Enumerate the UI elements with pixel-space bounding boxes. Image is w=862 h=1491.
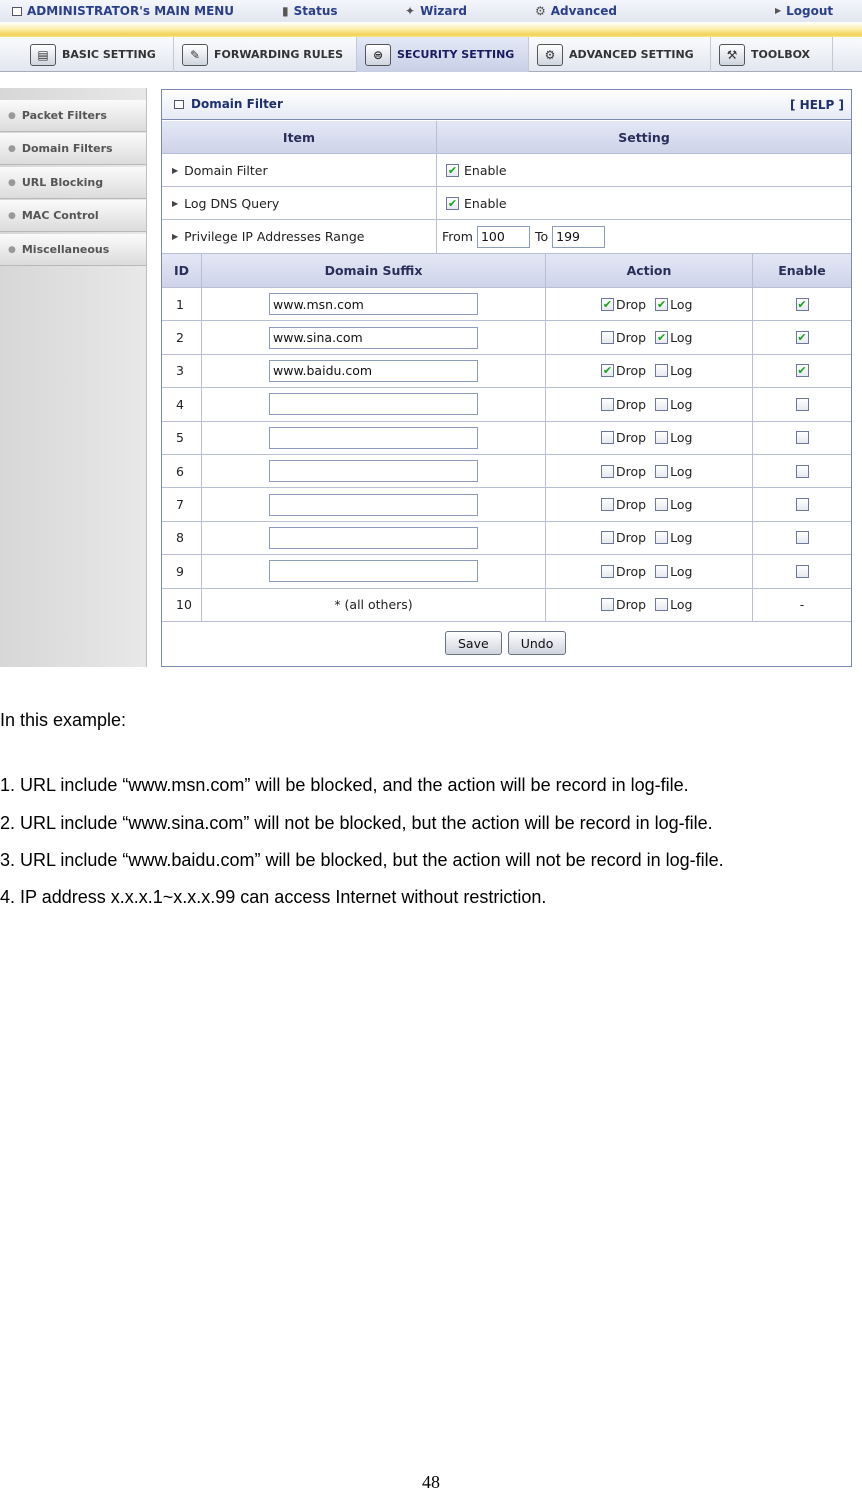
pen-icon: ✎ — [182, 44, 208, 66]
drop-label: Drop — [616, 330, 647, 346]
log-checkbox[interactable] — [655, 398, 668, 411]
table-row — [162, 388, 851, 421]
drop-label: Drop — [616, 396, 647, 412]
panel-header — [162, 90, 851, 120]
log-label: Log — [670, 296, 693, 312]
sidebar-item-label: MAC Control — [21, 209, 99, 222]
privilege-ip-item — [162, 220, 437, 253]
privilege-ip-setting — [437, 220, 851, 253]
log-label: Log — [670, 497, 693, 513]
log-label: Log — [670, 330, 693, 346]
log-label: Log — [670, 530, 693, 546]
from-label: From — [442, 229, 473, 244]
tab-advanced-setting[interactable] — [529, 37, 711, 72]
action-cell — [546, 355, 753, 387]
example-line-3: 3. URL include “www.baidu.com” will be blocked, but the action will not be record in log-file. — [0, 850, 724, 870]
tab-label: SECURITY SETTING — [397, 48, 515, 61]
action-cell — [546, 555, 753, 587]
rule-id: 1 — [176, 296, 184, 312]
enable-na: - — [799, 597, 805, 613]
action-column-header: Action — [546, 254, 753, 287]
table-row — [162, 422, 851, 455]
window-icon — [12, 7, 22, 16]
status-icon: ▮ — [282, 4, 289, 18]
enable-checkbox[interactable]: ✔ — [797, 297, 807, 311]
drop-label: Drop — [616, 497, 647, 513]
domain-filter-row — [162, 154, 851, 187]
enable-label: Enable — [464, 195, 507, 211]
enable-cell — [753, 522, 851, 554]
domain-filter-setting — [437, 154, 851, 186]
bullet-icon: ● — [8, 244, 16, 255]
enable-cell — [753, 488, 851, 520]
help-link[interactable]: [ HELP ] — [789, 98, 844, 112]
enable-cell — [753, 288, 851, 320]
top-menu-bar — [0, 0, 862, 24]
table-row — [162, 488, 851, 521]
domain-suffix-input[interactable] — [269, 427, 478, 449]
domain-suffix-input[interactable] — [269, 527, 478, 549]
rule-id: 5 — [176, 430, 184, 446]
log-checkbox[interactable] — [655, 498, 668, 511]
rules-header-row — [162, 254, 851, 288]
tab-label: BASIC SETTING — [62, 48, 156, 61]
sidebar-item-domain-filters[interactable] — [0, 133, 146, 165]
drop-label: Drop — [616, 463, 647, 479]
enable-checkbox[interactable] — [796, 531, 809, 544]
toolbox-icon: ⚒ — [719, 44, 745, 66]
category-tab-bar — [0, 37, 862, 72]
bullet-icon: ● — [8, 110, 16, 121]
domain-filter-panel — [161, 89, 852, 667]
tab-basic-setting[interactable] — [22, 37, 174, 72]
enable-checkbox[interactable]: ✔ — [797, 364, 807, 378]
triangle-right-icon: ▶ — [172, 198, 179, 208]
enable-checkbox[interactable] — [796, 431, 809, 444]
header-stripe — [0, 22, 862, 38]
enable-checkbox[interactable] — [796, 498, 809, 511]
log-dns-query-row — [162, 187, 851, 220]
log-checkbox[interactable] — [655, 364, 668, 377]
sidebar-item-packet-filters[interactable] — [0, 100, 146, 132]
sidebar-item-label: Packet Filters — [21, 109, 107, 122]
table-row — [162, 555, 851, 588]
rule-id: 6 — [176, 463, 184, 479]
domain-suffix-input[interactable] — [269, 393, 478, 415]
action-cell — [546, 455, 753, 487]
rule-id-cell — [162, 455, 202, 487]
action-cell — [546, 488, 753, 520]
domain-suffix-cell — [202, 288, 546, 320]
drop-checkbox[interactable] — [601, 565, 614, 578]
drop-checkbox[interactable] — [601, 431, 614, 444]
enable-cell — [753, 422, 851, 454]
domain-suffix-input[interactable] — [269, 360, 478, 382]
rule-id: 10 — [176, 597, 192, 613]
rule-id: 3 — [176, 363, 184, 379]
domain-suffix-input[interactable] — [269, 327, 478, 349]
example-line-1: 1. URL include “www.msn.com” will be blocked, and the action will be record in log-file. — [0, 775, 689, 795]
domain-suffix-cell — [202, 422, 546, 454]
rule-id-cell — [162, 555, 202, 587]
sidebar-item-miscellaneous[interactable] — [0, 234, 146, 266]
domain-suffix-input[interactable] — [269, 460, 478, 482]
gears-icon: ⚙ — [537, 44, 563, 66]
rule-id: 4 — [176, 396, 184, 412]
panel-title — [174, 97, 283, 111]
domain-filter-enable-checkbox[interactable]: ✔ — [447, 163, 458, 177]
all-others-label: * (all others) — [334, 597, 413, 613]
advanced-icon: ⚙ — [535, 4, 546, 18]
main-menu-link[interactable] — [12, 4, 234, 18]
table-row — [162, 455, 851, 488]
rule-id-cell — [162, 589, 202, 621]
enable-checkbox[interactable]: ✔ — [797, 331, 807, 345]
tab-forwarding-rules[interactable] — [174, 37, 357, 72]
domain-suffix-cell — [202, 488, 546, 520]
triangle-right-icon: ▶ — [172, 232, 179, 241]
domain-suffix-cell — [202, 355, 546, 387]
tab-security-setting[interactable] — [357, 37, 529, 72]
domain-suffix-input[interactable] — [269, 494, 478, 516]
drop-label: Drop — [616, 530, 647, 546]
table-row — [162, 321, 851, 354]
drop-label: Drop — [616, 563, 647, 579]
domain-suffix-column-header: Domain Suffix — [202, 254, 546, 287]
log-checkbox[interactable] — [655, 598, 668, 611]
triangle-right-icon: ▶ — [172, 165, 179, 175]
domain-suffix-cell — [202, 555, 546, 587]
enable-cell — [753, 455, 851, 487]
bullet-icon: ● — [8, 143, 16, 154]
log-dns-query-item — [162, 187, 437, 219]
domain-suffix-cell — [202, 522, 546, 554]
rule-id-cell — [162, 488, 202, 520]
table-row — [162, 355, 851, 388]
sidebar-item-label: Domain Filters — [21, 142, 113, 155]
logout-link[interactable] — [775, 4, 833, 18]
log-label: Log — [670, 363, 693, 379]
rule-id-cell — [162, 321, 202, 353]
action-cell — [546, 321, 753, 353]
form-buttons — [445, 631, 566, 655]
tab-label: FORWARDING RULES — [214, 48, 344, 61]
bullet-icon: ● — [8, 177, 16, 188]
enable-cell — [753, 355, 851, 387]
log-checkbox[interactable]: ✔ — [656, 297, 667, 311]
enable-cell — [753, 589, 851, 621]
domain-filter-label: Domain Filter — [184, 162, 268, 178]
rule-id-cell — [162, 422, 202, 454]
drop-checkbox[interactable] — [601, 498, 614, 511]
tab-label: TOOLBOX — [751, 48, 811, 61]
log-dns-query-setting — [437, 187, 851, 219]
id-column-header: ID — [162, 254, 202, 287]
status-link[interactable] — [282, 4, 338, 18]
action-cell — [546, 288, 753, 320]
table-row — [162, 288, 851, 321]
wizard-link[interactable] — [405, 4, 467, 18]
panel-title-text: Domain Filter — [191, 97, 283, 111]
log-dns-query-label: Log DNS Query — [184, 195, 280, 211]
rule-id-cell — [162, 288, 202, 320]
domain-filter-item — [162, 154, 437, 186]
enable-cell — [753, 555, 851, 587]
main-menu-label: ADMINISTRATOR's MAIN MENU — [27, 4, 235, 18]
tab-toolbox[interactable] — [711, 37, 833, 72]
settings-header-row — [162, 121, 851, 154]
example-line-2: 2. URL include “www.sina.com” will not be blocked, but the action will be record in log-file. — [0, 813, 713, 833]
privilege-ip-row — [162, 220, 851, 254]
item-column-header: Item — [162, 121, 437, 153]
drop-checkbox[interactable]: ✔ — [602, 364, 613, 378]
log-label: Log — [670, 463, 693, 479]
rule-id: 7 — [176, 497, 184, 513]
tab-label: ADVANCED SETTING — [569, 48, 694, 61]
drop-checkbox[interactable] — [601, 531, 614, 544]
log-checkbox[interactable] — [655, 531, 668, 544]
action-cell — [546, 388, 753, 420]
log-label: Log — [670, 396, 693, 412]
enable-checkbox[interactable] — [796, 565, 809, 578]
enable-column-header: Enable — [778, 263, 826, 278]
action-cell — [546, 422, 753, 454]
lock-icon: ⊜ — [365, 44, 391, 66]
table-row — [162, 589, 851, 622]
page-number: 48 — [422, 1472, 440, 1491]
domain-suffix-cell — [202, 455, 546, 487]
log-label: Log — [670, 430, 693, 446]
sidebar-item-label: URL Blocking — [21, 176, 104, 189]
log-checkbox[interactable]: ✔ — [656, 331, 667, 345]
logout-label: Logout — [786, 4, 834, 18]
rule-id: 8 — [176, 530, 184, 546]
drop-label: Drop — [616, 597, 647, 613]
action-cell — [546, 522, 753, 554]
drop-checkbox[interactable] — [601, 398, 614, 411]
sidebar-item-mac-control[interactable] — [0, 200, 146, 232]
undo-button[interactable]: Undo — [508, 631, 567, 655]
status-label: Status — [293, 4, 338, 18]
setting-column-header: Setting — [618, 129, 670, 145]
domain-suffix-cell — [202, 589, 546, 621]
enable-cell — [753, 321, 851, 353]
arrow-right-icon: ▶ — [775, 6, 782, 15]
drop-label: Drop — [616, 296, 647, 312]
drop-checkbox[interactable] — [601, 331, 614, 344]
domain-suffix-input[interactable] — [269, 560, 478, 582]
log-checkbox[interactable] — [655, 565, 668, 578]
sidebar-item-label: Miscellaneous — [21, 243, 110, 256]
to-label: To — [534, 229, 549, 244]
domain-suffix-cell — [202, 388, 546, 420]
sidebar — [0, 88, 147, 667]
log-checkbox[interactable] — [655, 465, 668, 478]
ip-from-input[interactable] — [477, 226, 530, 248]
drop-label: Drop — [616, 363, 647, 379]
advanced-link[interactable] — [535, 4, 617, 18]
domain-suffix-cell — [202, 321, 546, 353]
domain-suffix-input[interactable] — [269, 293, 478, 315]
log-checkbox[interactable] — [655, 431, 668, 444]
log-label: Log — [670, 597, 693, 613]
advanced-label: Advanced — [550, 4, 617, 18]
wizard-icon: ✦ — [405, 4, 416, 18]
sidebar-item-url-blocking[interactable] — [0, 167, 146, 199]
save-button[interactable]: Save — [445, 631, 502, 655]
action-cell — [546, 589, 753, 621]
wizard-label: Wizard — [420, 4, 468, 18]
privilege-ip-label: Privilege IP Addresses Range — [184, 229, 365, 244]
enable-cell — [753, 388, 851, 420]
bullet-icon: ● — [8, 210, 16, 221]
example-line-4: 4. IP address x.x.x.1~x.x.x.99 can access Internet without restriction. — [0, 887, 547, 907]
enable-checkbox[interactable] — [796, 398, 809, 411]
intro-text: In this example: — [0, 710, 127, 730]
drop-checkbox[interactable] — [601, 598, 614, 611]
rule-id-cell — [162, 355, 202, 387]
drop-checkbox[interactable]: ✔ — [602, 297, 613, 311]
rule-id: 9 — [176, 563, 184, 579]
drop-checkbox[interactable] — [601, 465, 614, 478]
window-icon — [174, 100, 184, 109]
folder-icon: ▤ — [30, 44, 56, 66]
rule-id-cell — [162, 388, 202, 420]
enable-checkbox[interactable] — [796, 465, 809, 478]
drop-label: Drop — [616, 430, 647, 446]
enable-label: Enable — [464, 162, 507, 178]
table-row — [162, 522, 851, 555]
rule-id: 2 — [176, 330, 184, 346]
ip-to-input[interactable] — [552, 226, 605, 248]
rule-id-cell — [162, 522, 202, 554]
log-dns-enable-checkbox[interactable]: ✔ — [447, 196, 458, 210]
log-label: Log — [670, 563, 693, 579]
